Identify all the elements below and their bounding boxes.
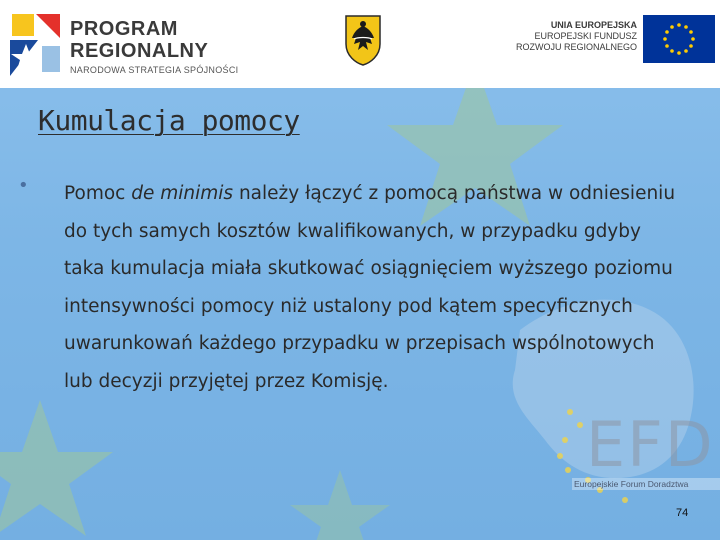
header-bar [0, 0, 720, 88]
efd-subtitle: Europejskie Forum Doradztwa [572, 478, 720, 490]
program-line-1: PROGRAM [70, 18, 178, 40]
efd-watermark-logo [566, 410, 716, 498]
program-regionalny-logo [4, 6, 66, 80]
page-number: 74 [676, 507, 689, 519]
bullet-text [64, 175, 684, 400]
efd-letters: EFD [586, 408, 715, 481]
eu-flag-icon [643, 15, 715, 63]
program-subtitle: NARODOWA STRATEGIA SPÓJNOŚCI [70, 65, 239, 75]
bullet-text-italic: de minimis [131, 183, 234, 204]
bullet-marker: • [18, 175, 29, 196]
bullet-text-part-1: Pomoc [64, 183, 132, 204]
eu-text-block [509, 20, 637, 53]
slide-title: Kumulacja pomocy [38, 104, 300, 137]
program-text-block [70, 18, 238, 75]
star-shape-bottom [290, 470, 390, 540]
eu-line-2: EUROPEJSKI FUNDUSZ [534, 31, 637, 41]
eu-line-3: ROZWOJU REGIONALNEGO [515, 42, 637, 52]
voivodeship-crest-icon [344, 14, 382, 66]
bullet-text-part-2: należy łączyć z pomocą państwa w odniesieniu do tych samych kosztów kwalifikowanych, w przypadku gdyby taka kumulacja miała skutkować osiągnięciem wyższego poziomu intensywności pomocy niż ustalony pod kątem specyficznych uwarunkowań każdego przypadku w przepisach wspólnotowych lub decyzji przyjętej przez Komisję. [64, 183, 676, 392]
star-shape-left [0, 400, 113, 536]
program-line-2: REGIONALNY [70, 40, 209, 62]
eu-line-1: UNIA EUROPEJSKA [550, 20, 637, 30]
